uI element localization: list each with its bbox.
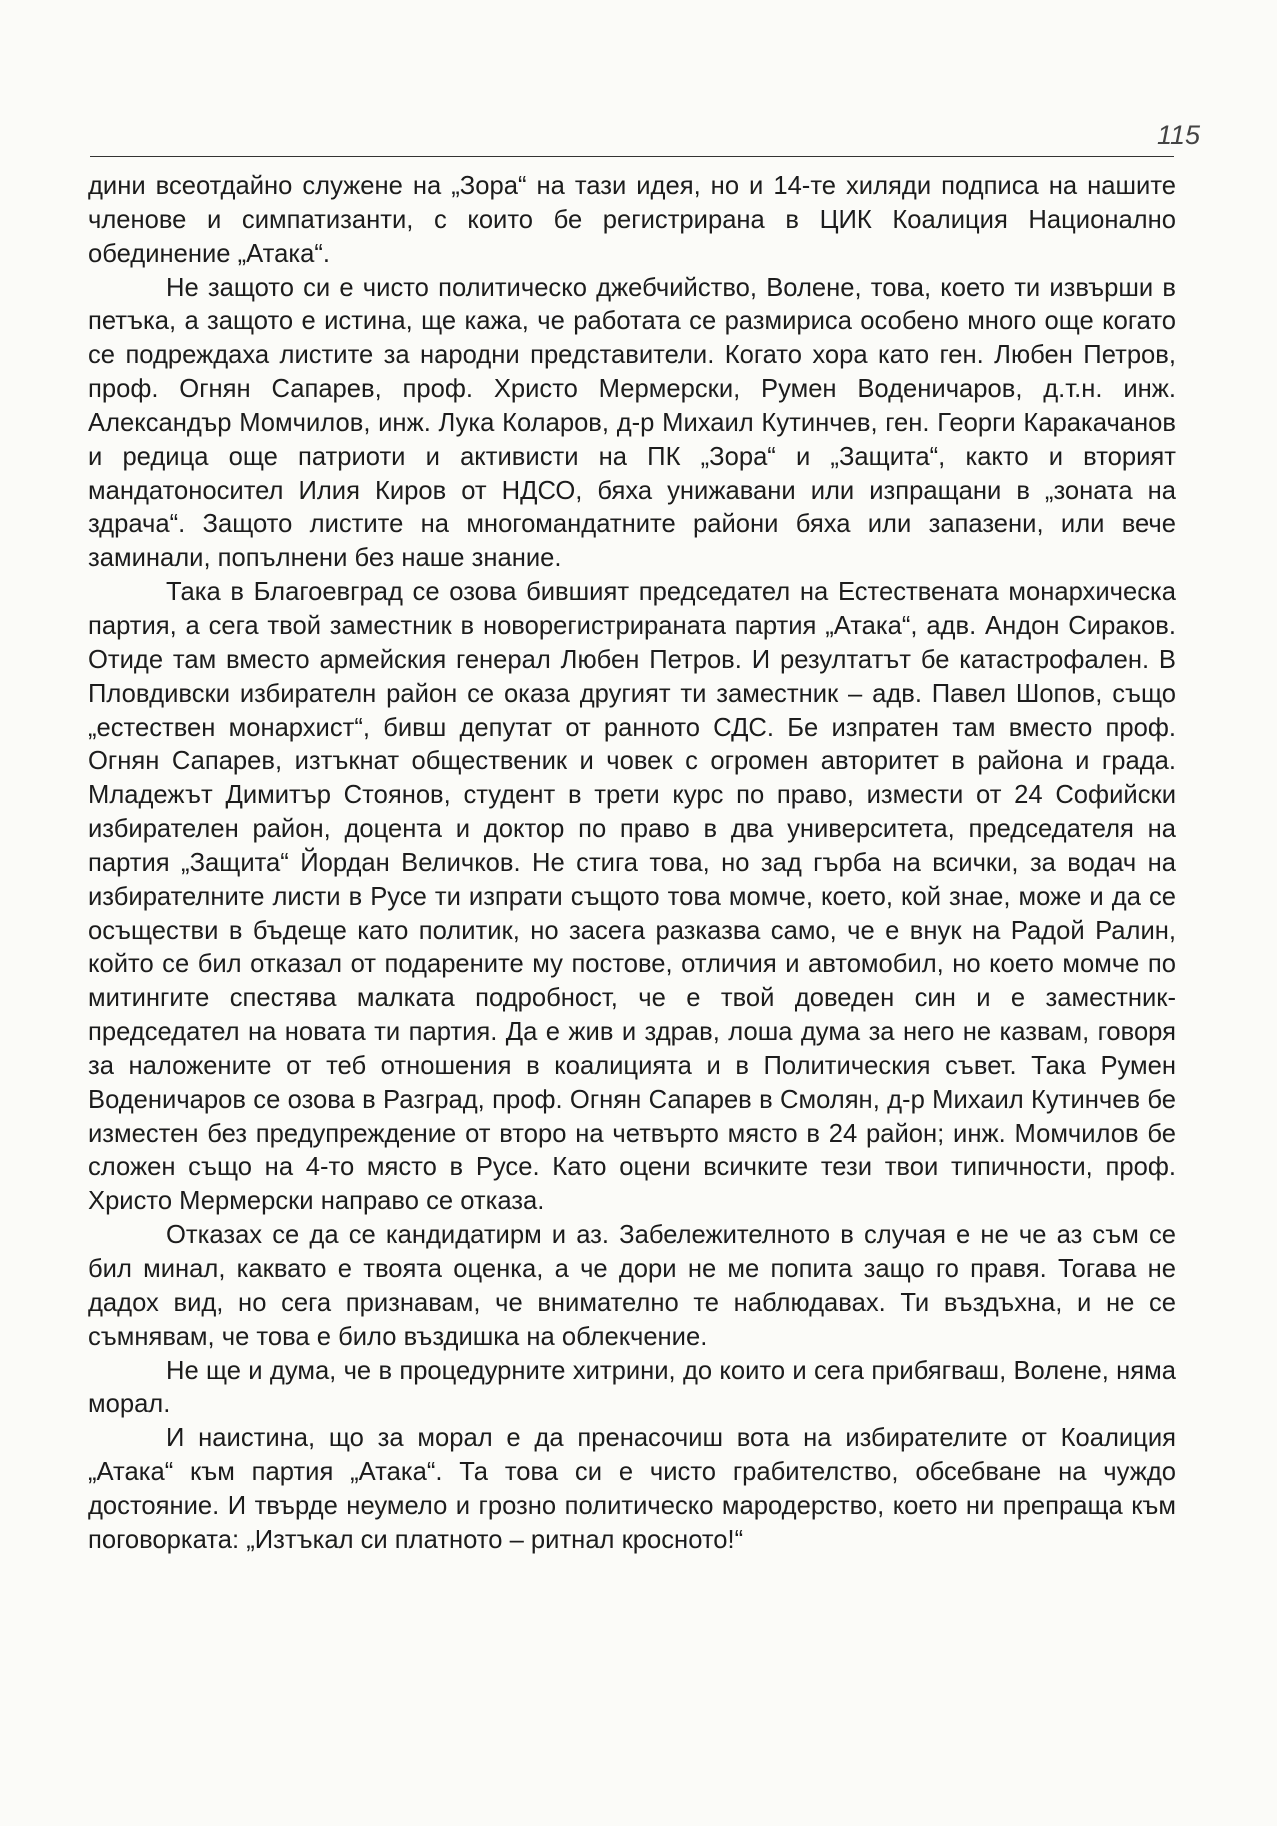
paragraph-6: И наистина, що за морал е да пренасочиш вота на избирателите от Коалиция „Атака“ към партия „Атака“. Та това си е чисто грабителство, обсебване на чуждо достояние. И твърде неумело и грозно политическо мародерство, което ни препраща към поговорката: „Изтъкал си платното – ритнал кросното!“: [88, 1424, 1176, 1554]
page-number: 115: [1156, 120, 1200, 150]
paragraph-4: Отказах се да се кандидатирм и аз. Забележителното в случая е не че аз съм се бил минал, каквато е твоята оценка, а че дори не ме попита защо го правя. Тогава не дадох вид, но сега признавам, че внимателно те наблюдавах. Ти въздъхна, и не се съмнявам, че това е било въздишка на облекчение.: [88, 1221, 1176, 1351]
paragraph-1: дини всеотдайно служене на „Зора“ на тази идея, но и 14-те хиляди подписа на нашите членове и симпатизанти, с които бе регистрирана в ЦИК Коалиция Национално обединение „Атака“.: [88, 172, 1176, 268]
paragraph-2: Не защото си е чисто политическо джебчийство, Волене, това, което ти извърши в петъка, а защото е истина, ще кажа, че работата се размириса особено много още когато се подреждаха листите за народни представители. Когато хора като ген. Любен Петров, проф. Огнян Сапарев, проф. Христо Мермерски, Румен Воденичаров, д.т.н. инж. Александър Момчилов, инж. Лука Коларов, д-р Михаил Кутинчев, ген. Георги Каракачанов и редица още патриоти и активисти на ПК „Зора“ и „Защита“, както и вторият мандатоносител Илия Киров от НДСО, бяха унижавани или изпращани в „зоната на здрача“. Защото листите на многомандатните райони бяха или запазени, или вече заминали, попълнени без наше знание.: [88, 273, 1176, 573]
paragraph-5: Не ще и дума, че в процедурните хитрини, до които и сега прибягваш, Волене, няма морал.: [88, 1356, 1176, 1419]
paragraph-3: Така в Благоевград се озова бившият председател на Естествената монархическа партия, а сега твой заместник в новорегистрираната партия „Атака“, адв. Андон Сираков. Отиде там вместо армейския генерал Любен Петров. И резултатът бе катастрофален. В Пловдивски избирателн район се оказа другият ти заместник – адв. Павел Шопов, също „естествен монархист“, бивш депутат от ранното СДС. Бе изпратен там вместо проф. Огнян Сапарев, изтъкнат общественик и човек с огромен авторитет в района и града. Младежът Димитър Стоянов, студент в трети курс по право, измести от 24 Софийски избирателен район, доцента и доктор по право в два университета, председателя на партия „Защита“ Йордан Величков. Не стига това, но зад гърба на всички, за водач на избирателните листи в Русе ти изпрати същото това момче, което, кой знае, може и да се осъществи в бъдеще като политик, но засега разказва само, че е внук на Радой Ралин, който се бил отказал от подарените му постове, отличия и автомобил, но което момче по митингите спестява малката подробност, че е твой доведен син и е заместник-председател на новата ти партия. Да е жив и здрав, лоша дума за него не казвам, говоря за наложените от теб отношения в коалицията и в Политическия съвет. Така Румен Воденичаров се озова в Разград, проф. Огнян Сапарев в Смолян, д-р Михаил Кутинчев бе изместен без предупреждение от второ на четвърто място в 24 район; инж. Момчилов бе сложен също на 4-то място в Русе. Като оцени всичките тези твои типичности, проф. Христо Мермерски направо се отказа.: [88, 578, 1176, 1216]
header-rule: [90, 156, 1174, 157]
body-text: [88, 170, 1176, 1558]
